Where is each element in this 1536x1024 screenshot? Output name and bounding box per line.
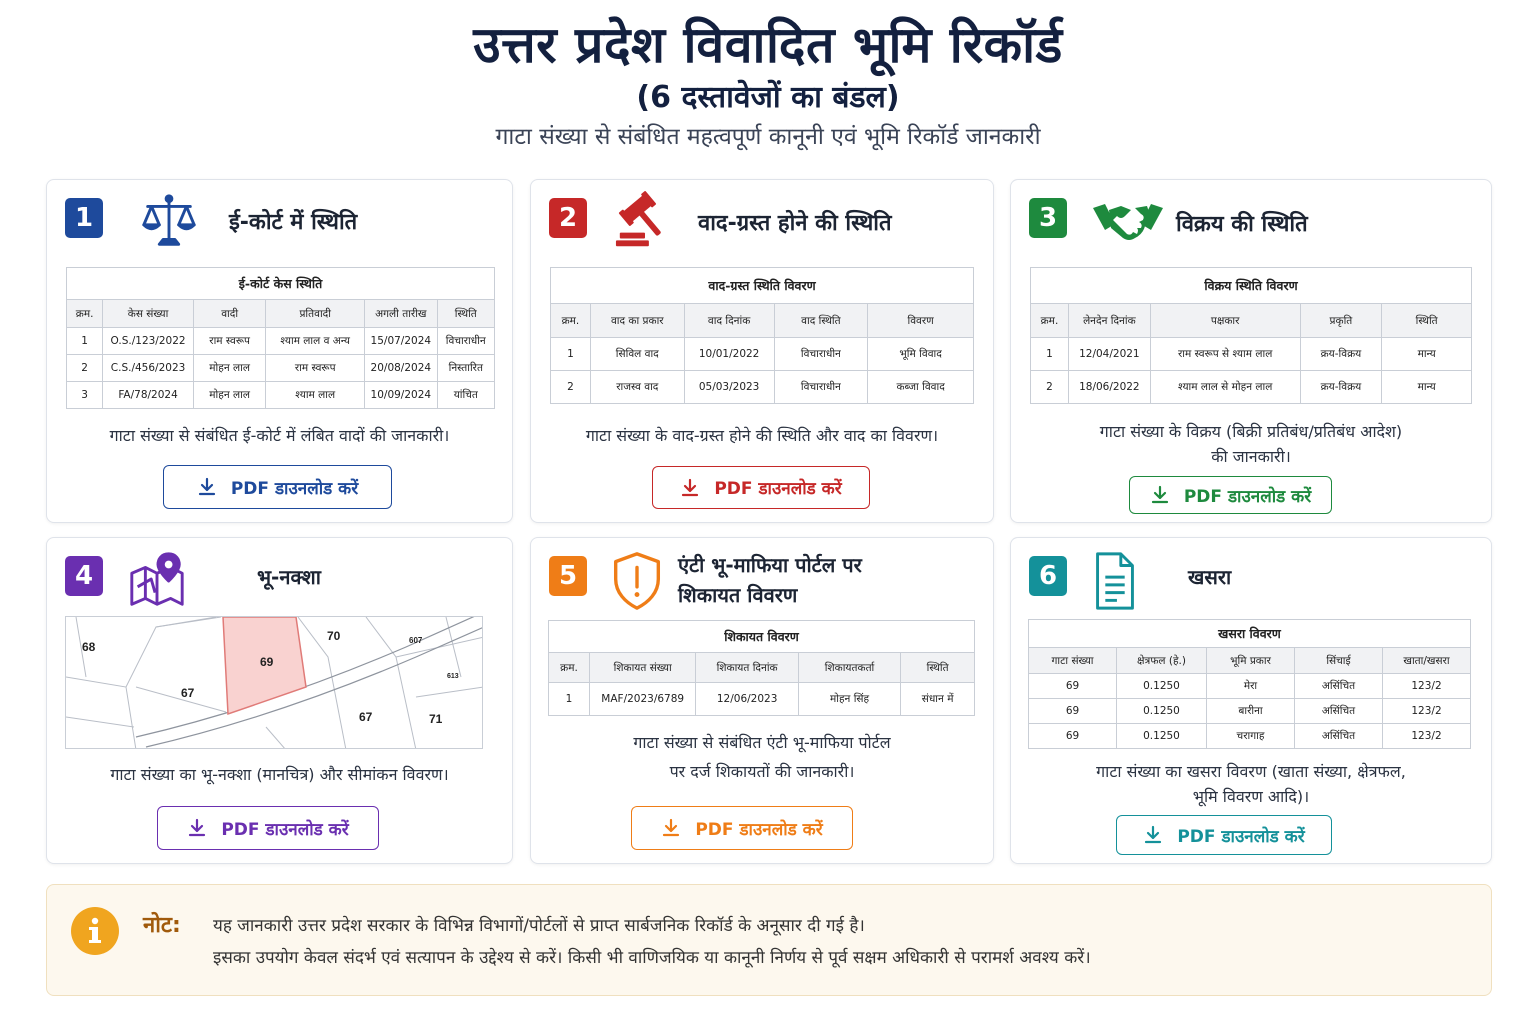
note-line: इसका उपयोग केवल संदर्भ एवं सत्यापन के उद्देश्य से करें। किसी भी वाणिजयिक या कानूनी निर्णय से पूर्व सक्षम अधिकारी से परामर्श अवश्य करें। (213, 948, 1091, 968)
table-cell: बारीना (1207, 699, 1295, 724)
col-header: गाटा संख्या (1029, 648, 1117, 674)
table-cell: श्याम लाल व अन्य (266, 328, 365, 355)
col-header: क्रम. (1031, 304, 1069, 338)
card-number: 5 (549, 556, 587, 596)
table-cell: यांचित (437, 382, 494, 409)
table-cell: 2 (1031, 371, 1069, 404)
download-icon (1143, 825, 1163, 845)
plot-label: 613 (447, 673, 459, 680)
table-cell: 69 (1029, 699, 1117, 724)
table-caption: शिकायत विवरण (549, 621, 975, 653)
button-label: PDF डाउनलोड करें (1183, 486, 1312, 507)
table-caption: खसरा विवरण (1029, 620, 1471, 648)
card-anti-land-mafia (530, 537, 994, 864)
table-cell: 3 (67, 382, 103, 409)
disclaimer-note (46, 884, 1492, 996)
col-header: शिकायतकर्ता (798, 653, 900, 683)
table-cell: भूमि विवाद (868, 338, 974, 371)
table-cell: राजस्व वाद (590, 371, 684, 404)
download-icon (187, 818, 207, 838)
table-row (1031, 338, 1472, 371)
table-cell: सिविल वाद (590, 338, 684, 371)
download-icon (661, 818, 681, 838)
table-cell: राम स्वरूप (193, 328, 266, 355)
page-subtitle: (6 दस्तावेजों का बंडल) (636, 80, 900, 115)
col-header: शिकायत संख्या (589, 653, 696, 683)
litigation-table (550, 267, 974, 404)
card-title-line: एंटी भू-माफिया पोर्टल पर (678, 553, 862, 577)
download-icon (1150, 485, 1170, 505)
table-cell: 1 (1031, 338, 1069, 371)
card-title: वाद-ग्रस्त होने की स्थिति (698, 211, 892, 236)
col-header: क्रम. (67, 300, 103, 328)
table-row (551, 371, 974, 404)
table-cell: 0.1250 (1117, 724, 1207, 749)
table-row (551, 338, 974, 371)
cadastral-map (65, 616, 483, 749)
table-cell: 2 (551, 371, 591, 404)
table-cell: श्याम लाल से मोहन लाल (1150, 371, 1300, 404)
table-cell: 69 (1029, 724, 1117, 749)
pdf-download-button[interactable] (157, 806, 379, 850)
table-cell: विचाराधीन (774, 371, 868, 404)
map-pin-icon (125, 550, 189, 612)
pdf-download-button[interactable] (652, 466, 870, 509)
col-header: शिकायत दिनांक (696, 653, 798, 683)
card-description: गाटा संख्या से संबंधित ई-कोर्ट में लंबित वादों की जानकारी। (109, 426, 450, 445)
col-header: पक्षकार (1150, 304, 1300, 338)
document-icon (1083, 550, 1147, 612)
card-description-line: की जानकारी। (1211, 447, 1291, 466)
page-tagline: गाटा संख्या से संबंधित महत्वपूर्ण कानूनी एवं भूमि रिकॉर्ड जानकारी (495, 124, 1041, 150)
card-title: भू-नक्शा (257, 565, 321, 589)
table-cell: FA/78/2024 (103, 382, 194, 409)
plot-label: 71 (429, 712, 443, 726)
card-title-line: शिकायत विवरण (678, 583, 798, 607)
table-cell: असिंचित (1295, 724, 1383, 749)
table-cell: 0.1250 (1117, 674, 1207, 699)
table-cell: 12/06/2023 (696, 683, 798, 716)
scales-of-justice-icon (137, 190, 201, 252)
table-cell: 15/07/2024 (365, 328, 438, 355)
table-row (1029, 699, 1471, 724)
col-header: खाता/खसरा (1383, 648, 1471, 674)
col-header: वाद स्थिति (774, 304, 868, 338)
table-cell: राम स्वरूप से श्याम लाल (1150, 338, 1300, 371)
card-number: 6 (1029, 556, 1067, 596)
table-cell: 10/09/2024 (365, 382, 438, 409)
table-cell: 0.1250 (1117, 699, 1207, 724)
table-cell: 10/01/2022 (684, 338, 774, 371)
col-header: क्रम. (551, 304, 591, 338)
plot-label: 70 (327, 629, 341, 643)
col-header: भूमि प्रकार (1207, 648, 1295, 674)
col-header: स्थिति (901, 653, 975, 683)
col-header: प्रकृति (1300, 304, 1382, 338)
col-header: लेनदेन दिनांक (1068, 304, 1150, 338)
table-cell: 12/04/2021 (1068, 338, 1150, 371)
plot-label: 67 (181, 686, 195, 700)
table-cell: 69 (1029, 674, 1117, 699)
plot-label: 68 (82, 640, 96, 654)
table-cell: 1 (67, 328, 103, 355)
col-header: अगली तारीख (365, 300, 438, 328)
shield-alert-icon (605, 550, 669, 612)
col-header: विवरण (868, 304, 974, 338)
table-cell: विचाराधीन (774, 338, 868, 371)
card-number: 4 (65, 556, 103, 596)
download-icon (197, 477, 217, 497)
table-cell: 05/03/2023 (684, 371, 774, 404)
plot-label: 69 (260, 655, 274, 669)
page-title: उत्तर प्रदेश विवादित भूमि रिकॉर्ड (473, 16, 1063, 74)
card-title: ई-कोर्ट में स्थिति (229, 210, 358, 235)
table-cell: विचाराधीन (437, 328, 494, 355)
note-line: यह जानकारी उत्तर प्रदेश सरकार के विभिन्न विभागों/पोर्टलों से प्राप्त सार्बजनिक रिकॉर्ड के अनूसार दी गई है। (213, 916, 865, 936)
table-cell: कब्जा विवाद (868, 371, 974, 404)
col-header: वादी (193, 300, 266, 328)
card-description: गाटा संख्या का भू-नक्शा (मानचित्र) और सीमांकन विवरण। (110, 765, 449, 784)
table-cell: क्रय-विक्रय (1300, 338, 1382, 371)
sale-table (1030, 267, 1472, 404)
table-cell: 123/2 (1383, 699, 1471, 724)
card-number: 2 (549, 198, 587, 238)
col-header: स्थिति (437, 300, 494, 328)
pdf-download-button[interactable] (1116, 815, 1332, 855)
handshake-icon (1091, 190, 1165, 252)
plot-label: 607 (409, 636, 423, 645)
card-litigation (530, 179, 994, 523)
table-row (67, 328, 495, 355)
table-cell: मोहन लाल (193, 355, 266, 382)
card-land-map (46, 537, 513, 864)
table-row (67, 382, 495, 409)
button-label: PDF डाउनलोड करें (695, 819, 823, 840)
card-description-line: भूमि विवरण आदि)। (1192, 787, 1310, 806)
button-label: PDF डाउनलोड करें (1177, 826, 1305, 847)
table-cell: असिंचित (1295, 674, 1383, 699)
table-cell: 1 (551, 338, 591, 371)
card-ecourt (46, 179, 513, 523)
table-caption: विक्रय स्थिति विवरण (1031, 268, 1472, 304)
download-icon (680, 478, 700, 498)
table-cell: 18/06/2022 (1068, 371, 1150, 404)
page-header (0, 14, 1536, 154)
col-header: स्थिति (1382, 304, 1472, 338)
pdf-download-button[interactable] (631, 806, 853, 850)
col-header: सिंचाई (1295, 648, 1383, 674)
table-row (67, 355, 495, 382)
khasra-table (1028, 619, 1471, 749)
card-description-line: गाटा संख्या का खसरा विवरण (खाता संख्या, क्षेत्रफल, (1096, 762, 1406, 781)
card-title: विक्रय की स्थिति (1176, 212, 1308, 237)
table-cell: 2 (67, 355, 103, 382)
table-row (1029, 674, 1471, 699)
table-caption: ई-कोर्ट केस स्थिति (67, 268, 495, 300)
button-label: PDF डाउनलोड करें (714, 479, 842, 499)
table-cell: मान्य (1382, 338, 1472, 371)
table-cell: 123/2 (1383, 724, 1471, 749)
button-label: PDF डाउनलोड करें (230, 478, 359, 499)
plot-label: 67 (359, 710, 373, 724)
table-cell: 20/08/2024 (365, 355, 438, 382)
pdf-download-button[interactable] (163, 465, 392, 509)
card-description-line: गाटा संख्या के विक्रय (बिक्री प्रतिबंध/प्रतिबंध आदेश) (1099, 422, 1403, 441)
complaint-table (548, 620, 975, 716)
table-caption: वाद-ग्रस्त स्थिति विवरण (551, 268, 974, 304)
table-cell: राम स्वरूप (266, 355, 365, 382)
table-cell: O.S./123/2022 (103, 328, 194, 355)
col-header: केस संख्या (103, 300, 194, 328)
table-cell: श्याम लाल (266, 382, 365, 409)
table-cell: मान्य (1382, 371, 1472, 404)
table-cell: MAF/2023/6789 (589, 683, 696, 716)
table-cell: संधान में (901, 683, 975, 716)
info-icon (71, 907, 119, 955)
table-cell: असिंचित (1295, 699, 1383, 724)
note-label: नोट: (143, 913, 181, 938)
col-header: क्रम. (549, 653, 590, 683)
col-header: वाद का प्रकार (590, 304, 684, 338)
table-row (549, 683, 975, 716)
table-cell: 123/2 (1383, 674, 1471, 699)
gavel-icon (613, 190, 677, 252)
card-description-line: गाटा संख्या से संबंधित एंटी भू-माफिया पोर्टल (633, 733, 891, 752)
table-row (1029, 724, 1471, 749)
table-row (1031, 371, 1472, 404)
table-cell: क्रय-विक्रय (1300, 371, 1382, 404)
col-header: क्षेत्रफल (हे.) (1117, 648, 1207, 674)
table-cell: मोहन लाल (193, 382, 266, 409)
button-label: PDF डाउनलोड करें (221, 819, 349, 840)
card-khasra (1010, 537, 1492, 864)
card-description: गाटा संख्या के वाद-ग्रस्त होने की स्थिति और वाद का विवरण। (585, 426, 939, 445)
table-cell: मोहन सिंह (798, 683, 900, 716)
ecourt-table (66, 267, 495, 409)
table-cell: मेरा (1207, 674, 1295, 699)
col-header: प्रतिवादी (266, 300, 365, 328)
table-cell: निस्तारित (437, 355, 494, 382)
card-description-line: पर दर्ज शिकायतों की जानकारी। (669, 762, 855, 781)
col-header: वाद दिनांक (684, 304, 774, 338)
card-title: खसरा (1188, 565, 1232, 589)
card-number: 3 (1029, 198, 1067, 238)
table-cell: C.S./456/2023 (103, 355, 194, 382)
table-cell: चरागाह (1207, 724, 1295, 749)
card-number: 1 (65, 198, 103, 238)
pdf-download-button[interactable] (1129, 476, 1332, 514)
card-sale (1010, 179, 1492, 523)
table-cell: 1 (549, 683, 590, 716)
